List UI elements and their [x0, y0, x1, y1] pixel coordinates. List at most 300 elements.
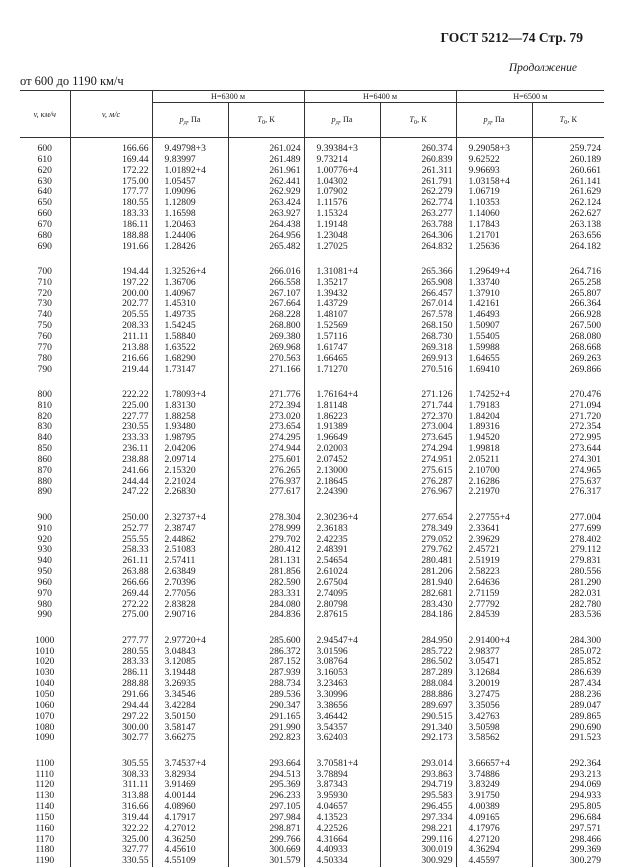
pressure-cell: 2.97720+4: [152, 636, 228, 647]
pressure-cell: 4.17917: [152, 813, 228, 824]
temperature-cell: 301.579: [228, 856, 304, 867]
speed-ms-cell: 216.66: [70, 354, 152, 365]
pressure-cell: 1.74252+4: [456, 390, 532, 401]
table-row: [20, 198, 604, 209]
table-row: [20, 802, 604, 813]
speed-kmh-cell: 1170: [20, 835, 70, 846]
temperature-cell: 281.131: [228, 556, 304, 567]
temperature-cell: 268.730: [380, 332, 456, 343]
pressure-cell: 1.59988: [456, 343, 532, 354]
pressure-cell: 4.27120: [456, 835, 532, 846]
pressure-cell: 1.94520: [456, 433, 532, 444]
temperature-cell: 271.126: [380, 390, 456, 401]
temperature-cell: 284.300: [532, 636, 604, 647]
temperature-cell: 268.800: [228, 321, 304, 332]
table-row: [20, 343, 604, 354]
speed-kmh-cell: 910: [20, 524, 70, 535]
pressure-cell: 1.24406: [152, 231, 228, 242]
speed-ms-cell: 266.66: [70, 578, 152, 589]
temperature-cell: 289.047: [532, 701, 604, 712]
pressure-cell: 3.16053: [304, 668, 380, 679]
temperature-cell: 294.513: [228, 770, 304, 781]
pressure-cell: 1.73147: [152, 365, 228, 376]
temperature-cell: 271.744: [380, 401, 456, 412]
pressure-cell: 2.83828: [152, 600, 228, 611]
temperature-cell: 271.094: [532, 401, 604, 412]
speed-kmh-cell: 1070: [20, 712, 70, 723]
temperature-cell: 284.080: [228, 600, 304, 611]
table-row: [20, 422, 604, 433]
pressure-cell: 4.17976: [456, 824, 532, 835]
temperature-cell: 281.290: [532, 578, 604, 589]
pressure-cell: 3.46442: [304, 712, 380, 723]
spacer-cell: [152, 744, 228, 759]
pressure-cell: 1.55405: [456, 332, 532, 343]
pressure-cell: 1.05457: [152, 177, 228, 188]
temperature-cell: 264.306: [380, 231, 456, 242]
altitude-header-1: H=6300 м: [152, 91, 304, 103]
pressure-cell: 2.51919: [456, 556, 532, 567]
pressure-cell: 1.71270: [304, 365, 380, 376]
pressure-cell: 2.26830: [152, 487, 228, 498]
temperature-cell: 289.865: [532, 712, 604, 723]
temperature-cell: 260.839: [380, 155, 456, 166]
speed-kmh-cell: 680: [20, 231, 70, 242]
pressure-cell: 2.44862: [152, 535, 228, 546]
speed-kmh-cell: 870: [20, 466, 70, 477]
pressure-cell: 3.74886: [456, 770, 532, 781]
pressure-cell: 2.63849: [152, 567, 228, 578]
pressure-cell: 4.27012: [152, 824, 228, 835]
pressure-cell: 9.96693: [456, 166, 532, 177]
speed-kmh-cell: 1090: [20, 733, 70, 744]
table-row: [20, 455, 604, 466]
speed-ms-cell: 197.22: [70, 278, 152, 289]
speed-ms-cell: 283.33: [70, 657, 152, 668]
pressure-cell: 2.48391: [304, 545, 380, 556]
spacer-cell: [20, 375, 70, 390]
temperature-cell: 291.990: [228, 723, 304, 734]
pressure-cell: 2.09714: [152, 455, 228, 466]
temperature-cell: 263.138: [532, 220, 604, 231]
temperature-cell: 281.856: [228, 567, 304, 578]
pressure-cell: 3.58562: [456, 733, 532, 744]
table-row: [20, 242, 604, 253]
temperature-cell: 286.502: [380, 657, 456, 668]
pressure-cell: 1.14060: [456, 209, 532, 220]
speed-kmh-cell: 770: [20, 343, 70, 354]
speed-ms-cell: 183.33: [70, 209, 152, 220]
speed-kmh-cell: 790: [20, 365, 70, 376]
temperature-cell: 292.823: [228, 733, 304, 744]
temperature-cell: 261.024: [228, 144, 304, 155]
temperature-cell: 283.430: [380, 600, 456, 611]
speed-ms-cell: 316.66: [70, 802, 152, 813]
pressure-cell: 4.45610: [152, 845, 228, 856]
speed-ms-cell: 230.55: [70, 422, 152, 433]
pressure-cell: 3.50150: [152, 712, 228, 723]
temperature-cell: 291.165: [228, 712, 304, 723]
speed-ms-cell: 327.77: [70, 845, 152, 856]
temperature-cell: 293.213: [532, 770, 604, 781]
temperature-cell: 285.722: [380, 647, 456, 658]
pressure-cell: 1.33740: [456, 278, 532, 289]
temperature-cell: 284.950: [380, 636, 456, 647]
temperature-cell: 265.908: [380, 278, 456, 289]
spacer-cell: [152, 498, 228, 513]
spacer-cell: [20, 621, 70, 636]
temperature-cell: 260.374: [380, 144, 456, 155]
speed-ms-cell: 294.44: [70, 701, 152, 712]
spacer-cell: [70, 498, 152, 513]
speed-ms-cell: 319.44: [70, 813, 152, 824]
pressure-cell: 1.43729: [304, 299, 380, 310]
speed-ms-cell: 305.55: [70, 759, 152, 770]
pressure-cell: 1.89316: [456, 422, 532, 433]
table-row: [20, 487, 604, 498]
temperature-cell: 287.152: [228, 657, 304, 668]
speed-kmh-cell: 1030: [20, 668, 70, 679]
temperature-cell: 300.929: [380, 856, 456, 867]
pressure-cell: 1.11576: [304, 198, 380, 209]
temperature-cell: 276.967: [380, 487, 456, 498]
pressure-cell: 3.87343: [304, 780, 380, 791]
temperature-cell: 279.112: [532, 545, 604, 556]
spacer-cell: [228, 375, 304, 390]
temperature-cell: 275.615: [380, 466, 456, 477]
temperature-cell: 298.221: [380, 824, 456, 835]
pressure-cell: 2.87615: [304, 610, 380, 621]
temperature-cell: 282.031: [532, 589, 604, 600]
pressure-cell: 3.91469: [152, 780, 228, 791]
temperature-cell: 281.940: [380, 578, 456, 589]
speed-kmh-cell: 760: [20, 332, 70, 343]
temperature-cell: 266.457: [380, 289, 456, 300]
temperature-cell: 264.438: [228, 220, 304, 231]
pressure-cell: 4.13523: [304, 813, 380, 824]
temperature-cell: 261.311: [380, 166, 456, 177]
pressure-cell: 1.28426: [152, 242, 228, 253]
temperature-cell: 285.600: [228, 636, 304, 647]
spacer-cell: [152, 621, 228, 636]
temperature-cell: 294.933: [532, 791, 604, 802]
table-row: [20, 668, 604, 679]
speed-kmh-cell: 660: [20, 209, 70, 220]
pressure-cell: 2.04206: [152, 444, 228, 455]
pressure-cell: 4.45597: [456, 856, 532, 867]
col-header-pressure: $p_д$, Па: [152, 103, 228, 138]
pressure-cell: 1.35217: [304, 278, 380, 289]
temperature-cell: 292.364: [532, 759, 604, 770]
temperature-cell: 300.279: [532, 856, 604, 867]
speed-ms-cell: 302.77: [70, 733, 152, 744]
speed-ms-cell: 277.77: [70, 636, 152, 647]
temperature-cell: 297.571: [532, 824, 604, 835]
pressure-cell: 1.03158+4: [456, 177, 532, 188]
pressure-cell: 2.38747: [152, 524, 228, 535]
speed-kmh-cell: 940: [20, 556, 70, 567]
pressure-cell: 2.54654: [304, 556, 380, 567]
spacer-cell: [228, 621, 304, 636]
temperature-cell: 293.014: [380, 759, 456, 770]
temperature-cell: 267.107: [228, 289, 304, 300]
temperature-cell: 294.069: [532, 780, 604, 791]
pressure-cell: 4.00144: [152, 791, 228, 802]
pressure-cell: 1.23048: [304, 231, 380, 242]
pressure-cell: 1.01892+4: [152, 166, 228, 177]
table-row: [20, 365, 604, 376]
temperature-cell: 295.369: [228, 780, 304, 791]
speed-kmh-cell: 1180: [20, 845, 70, 856]
table-row: [20, 209, 604, 220]
temperature-cell: 289.536: [228, 690, 304, 701]
speed-kmh-cell: 890: [20, 487, 70, 498]
table-row: [20, 770, 604, 781]
spacer-cell: [152, 252, 228, 267]
pressure-cell: 1.81148: [304, 401, 380, 412]
temperature-cell: 297.984: [228, 813, 304, 824]
speed-kmh-cell: 1060: [20, 701, 70, 712]
altitude-header-3: H=6500 м: [456, 91, 604, 103]
temperature-cell: 261.489: [228, 155, 304, 166]
pressure-cell: 1.54245: [152, 321, 228, 332]
speed-kmh-cell: 720: [20, 289, 70, 300]
pressure-cell: 1.58840: [152, 332, 228, 343]
spacer-cell: [380, 498, 456, 513]
speed-ms-cell: 286.11: [70, 668, 152, 679]
table-row: [20, 220, 604, 231]
temperature-cell: 298.871: [228, 824, 304, 835]
speed-ms-cell: 255.55: [70, 535, 152, 546]
pressure-cell: 2.70396: [152, 578, 228, 589]
pressure-cell: 4.22526: [304, 824, 380, 835]
spacer-cell: [532, 252, 604, 267]
temperature-cell: 262.441: [228, 177, 304, 188]
temperature-cell: 278.349: [380, 524, 456, 535]
table-row: [20, 690, 604, 701]
pressure-cell: 2.05211: [456, 455, 532, 466]
speed-ms-cell: 325.00: [70, 835, 152, 846]
temperature-cell: 262.627: [532, 209, 604, 220]
pressure-cell: 1.64655: [456, 354, 532, 365]
speed-ms-cell: 308.33: [70, 770, 152, 781]
speed-ms-cell: 313.88: [70, 791, 152, 802]
table-row: [20, 299, 604, 310]
pressure-cell: 3.91750: [456, 791, 532, 802]
pressure-cell: 3.62403: [304, 733, 380, 744]
temperature-cell: 271.776: [228, 390, 304, 401]
table-row: [20, 187, 604, 198]
temperature-cell: 264.182: [532, 242, 604, 253]
table-row: [20, 513, 604, 524]
temperature-cell: 296.455: [380, 802, 456, 813]
speed-ms-cell: 166.66: [70, 144, 152, 155]
speed-ms-cell: 250.00: [70, 513, 152, 524]
spacer-cell: [70, 252, 152, 267]
temperature-cell: 261.961: [228, 166, 304, 177]
pressure-cell: 3.23463: [304, 679, 380, 690]
pressure-cell: 1.00776+4: [304, 166, 380, 177]
pressure-cell: 2.32737+4: [152, 513, 228, 524]
pressure-cell: 2.21970: [456, 487, 532, 498]
pressure-cell: 2.42235: [304, 535, 380, 546]
spacer-cell: [304, 621, 380, 636]
speed-ms-cell: 205.55: [70, 310, 152, 321]
table-row: [20, 567, 604, 578]
pressure-cell: 3.12085: [152, 657, 228, 668]
table-row: [20, 332, 604, 343]
speed-kmh-cell: 970: [20, 589, 70, 600]
speed-kmh-cell: 1160: [20, 824, 70, 835]
col-header-pressure: $p_д$, Па: [304, 103, 380, 138]
temperature-cell: 272.995: [532, 433, 604, 444]
speed-ms-cell: 330.55: [70, 856, 152, 867]
table-row: [20, 578, 604, 589]
pressure-cell: 3.05471: [456, 657, 532, 668]
pressure-cell: 2.30236+4: [304, 513, 380, 524]
pressure-cell: 1.79183: [456, 401, 532, 412]
pressure-cell: 1.29649+4: [456, 267, 532, 278]
speed-kmh-cell: 620: [20, 166, 70, 177]
pressure-cell: 2.74095: [304, 589, 380, 600]
speed-ms-cell: 300.00: [70, 723, 152, 734]
pressure-cell: 1.63522: [152, 343, 228, 354]
pressure-cell: 9.49798+3: [152, 144, 228, 155]
table-row: [20, 155, 604, 166]
temperature-cell: 266.016: [228, 267, 304, 278]
temperature-cell: 273.645: [380, 433, 456, 444]
pressure-cell: 3.04843: [152, 647, 228, 658]
table-row: [20, 545, 604, 556]
pressure-cell: 2.58223: [456, 567, 532, 578]
pressure-cell: 1.83130: [152, 401, 228, 412]
speed-kmh-cell: 860: [20, 455, 70, 466]
table-row: [20, 477, 604, 488]
temperature-cell: 273.004: [380, 422, 456, 433]
speed-kmh-cell: 830: [20, 422, 70, 433]
group-spacer: [20, 375, 604, 390]
speed-kmh-cell: 630: [20, 177, 70, 188]
pressure-cell: 3.70581+4: [304, 759, 380, 770]
table-row: [20, 712, 604, 723]
speed-kmh-cell: 700: [20, 267, 70, 278]
spacer-cell: [20, 498, 70, 513]
speed-kmh-cell: 840: [20, 433, 70, 444]
pressure-cell: 4.36294: [456, 845, 532, 856]
table-row: [20, 856, 604, 867]
speed-ms-cell: 258.33: [70, 545, 152, 556]
speed-ms-cell: 213.88: [70, 343, 152, 354]
speed-ms-cell: 233.33: [70, 433, 152, 444]
spacer-cell: [380, 621, 456, 636]
temperature-cell: 269.318: [380, 343, 456, 354]
temperature-cell: 283.536: [532, 610, 604, 621]
temperature-cell: 290.515: [380, 712, 456, 723]
pressure-cell: 1.09096: [152, 187, 228, 198]
pressure-cell: 3.50598: [456, 723, 532, 734]
pressure-cell: 9.73214: [304, 155, 380, 166]
spacer-cell: [20, 252, 70, 267]
temperature-cell: 272.370: [380, 412, 456, 423]
pressure-cell: 1.48107: [304, 310, 380, 321]
temperature-cell: 287.939: [228, 668, 304, 679]
speed-kmh-cell: 820: [20, 412, 70, 423]
pressure-cell: 2.61024: [304, 567, 380, 578]
temperature-cell: 263.927: [228, 209, 304, 220]
page-header: ГОСТ 5212—74 Стр. 79: [440, 30, 583, 46]
pressure-cell: 1.96649: [304, 433, 380, 444]
speed-kmh-cell: 1020: [20, 657, 70, 668]
pressure-cell: 1.66465: [304, 354, 380, 365]
temperature-cell: 288.734: [228, 679, 304, 690]
pressure-cell: 1.25636: [456, 242, 532, 253]
pressure-cell: 3.26935: [152, 679, 228, 690]
speed-ms-cell: 288.88: [70, 679, 152, 690]
spacer-cell: [380, 375, 456, 390]
temperature-cell: 286.372: [228, 647, 304, 658]
pressure-cell: 4.08960: [152, 802, 228, 813]
spacer-cell: [228, 744, 304, 759]
speed-kmh-cell: 650: [20, 198, 70, 209]
temperature-cell: 279.762: [380, 545, 456, 556]
pressure-cell: 1.86223: [304, 412, 380, 423]
col-header-temperature: $T_0$, К: [228, 103, 304, 138]
temperature-cell: 272.354: [532, 422, 604, 433]
pressure-cell: 2.27755+4: [456, 513, 532, 524]
table-row: [20, 791, 604, 802]
speed-kmh-cell: 800: [20, 390, 70, 401]
pressure-cell: 2.77056: [152, 589, 228, 600]
pressure-cell: 2.57411: [152, 556, 228, 567]
speed-kmh-cell: 1120: [20, 780, 70, 791]
pressure-cell: 1.61747: [304, 343, 380, 354]
temperature-cell: 285.072: [532, 647, 604, 658]
pressure-cell: 4.09165: [456, 813, 532, 824]
temperature-cell: 273.020: [228, 412, 304, 423]
temperature-cell: 279.702: [228, 535, 304, 546]
table-row: [20, 412, 604, 423]
pressure-cell: 1.27025: [304, 242, 380, 253]
speed-ms-cell: 172.22: [70, 166, 152, 177]
speed-kmh-cell: 1100: [20, 759, 70, 770]
temperature-cell: 296.233: [228, 791, 304, 802]
temperature-cell: 289.697: [380, 701, 456, 712]
pressure-cell: 1.16598: [152, 209, 228, 220]
spacer-cell: [304, 252, 380, 267]
table-row: [20, 556, 604, 567]
table-row: [20, 354, 604, 365]
temperature-cell: 295.805: [532, 802, 604, 813]
group-spacer: [20, 252, 604, 267]
pressure-cell: 2.21024: [152, 477, 228, 488]
temperature-cell: 276.317: [532, 487, 604, 498]
table-row: [20, 433, 604, 444]
spacer-cell: [380, 252, 456, 267]
group-spacer: [20, 744, 604, 759]
col-header-temperature: $T_0$, К: [532, 103, 604, 138]
temperature-cell: 278.304: [228, 513, 304, 524]
table-row: [20, 144, 604, 155]
atmosphere-table-wrapper: [20, 90, 604, 867]
spacer-cell: [70, 375, 152, 390]
temperature-cell: 270.476: [532, 390, 604, 401]
temperature-cell: 295.583: [380, 791, 456, 802]
col-header-temperature: $T_0$, К: [380, 103, 456, 138]
spacer-cell: [456, 744, 532, 759]
pressure-cell: 2.39629: [456, 535, 532, 546]
table-row: [20, 444, 604, 455]
temperature-cell: 261.629: [532, 187, 604, 198]
